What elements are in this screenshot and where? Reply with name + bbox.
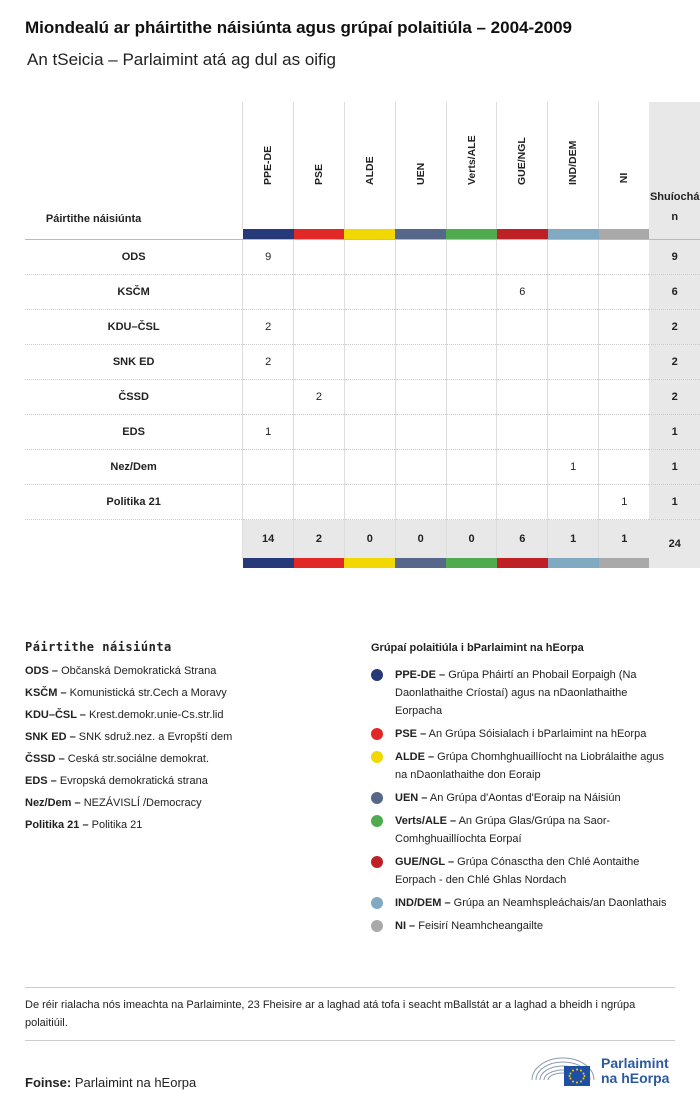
group-code: IND/DEM – — [395, 897, 451, 909]
seat-cell — [395, 240, 446, 275]
group-code: ALDE – — [395, 751, 435, 763]
party-legend-item — [25, 730, 345, 745]
seat-cell — [395, 310, 446, 345]
row-total: 6 — [649, 275, 700, 310]
group-legend-text — [395, 789, 676, 807]
group-sum: 2 — [294, 520, 345, 559]
party-legend — [25, 640, 345, 840]
seat-cell — [548, 380, 599, 415]
table-row — [25, 345, 700, 380]
group-header-ppe-de — [243, 102, 294, 229]
party-legend-item — [25, 796, 345, 811]
group-header-label: GUE/NGL — [516, 137, 529, 185]
seat-cell: 2 — [294, 380, 345, 415]
party-full-name: Občanská Demokratická Strana — [58, 665, 217, 677]
seat-cell — [446, 380, 497, 415]
group-header-label: PSE — [312, 163, 325, 185]
group-color-dot-icon — [371, 792, 383, 804]
party-code: SNK ED – — [25, 731, 76, 743]
group-full-name: An Grúpa Glas/Grúpa na Saor-Comhghuaillíochta Eorpaí — [395, 815, 611, 845]
group-color-swatch — [599, 558, 650, 568]
seat-cell — [294, 345, 345, 380]
seat-cell — [294, 415, 345, 450]
logo-line-2: na hEorpa — [601, 1070, 670, 1086]
seat-cell — [446, 450, 497, 485]
seat-cell — [599, 450, 650, 485]
seat-cell — [548, 240, 599, 275]
group-sum: 1 — [548, 520, 599, 559]
group-legend-item — [371, 853, 676, 889]
strip-spacer — [649, 229, 700, 240]
party-legend-item — [25, 774, 345, 789]
group-header-gue-ngl — [497, 102, 548, 229]
group-legend-text — [395, 666, 676, 720]
group-color-dot-icon — [371, 856, 383, 868]
seat-cell: 9 — [243, 240, 294, 275]
header-row — [25, 102, 700, 229]
seat-cell — [548, 275, 599, 310]
group-sum: 1 — [599, 520, 650, 559]
group-legend-item — [371, 789, 676, 807]
group-legend-text — [395, 917, 676, 935]
sum-row — [25, 520, 700, 559]
seats-table — [25, 102, 700, 568]
party-full-name: NEZÁVISLÍ /Democracy — [80, 797, 202, 809]
group-full-name: Grúpa an Neamhspleáchais/an Daonlathais — [450, 897, 667, 909]
seat-cell — [548, 310, 599, 345]
party-legend-item — [25, 708, 345, 723]
seat-cell — [294, 275, 345, 310]
party-legend-item — [25, 752, 345, 767]
group-header-pse — [294, 102, 345, 229]
party-code: Politika 21 – — [25, 819, 89, 831]
seat-cell — [395, 450, 446, 485]
seat-cell — [497, 240, 548, 275]
table-row — [25, 275, 700, 310]
row-total: 2 — [649, 380, 700, 415]
seat-cell — [243, 275, 294, 310]
group-color-dot-icon — [371, 751, 383, 763]
seat-cell — [243, 485, 294, 520]
seat-cell: 1 — [243, 415, 294, 450]
party-legend-item — [25, 686, 345, 701]
party-name: Nez/Dem — [25, 450, 243, 485]
group-legend-item — [371, 748, 676, 784]
ep-logo — [528, 1050, 678, 1090]
group-legend-text — [395, 812, 676, 848]
group-code: PSE – — [395, 728, 427, 740]
group-color-swatch — [395, 558, 446, 568]
seat-cell — [446, 345, 497, 380]
group-color-dot-icon — [371, 669, 383, 681]
table-row — [25, 485, 700, 520]
total-column-header: Shuíochán — [649, 102, 700, 229]
seat-cell — [243, 450, 294, 485]
party-code: Nez/Dem – — [25, 797, 81, 809]
group-header-verts-ale — [446, 102, 497, 229]
group-full-name: Feisirí Neamhcheangailte — [415, 920, 543, 932]
seat-cell — [344, 345, 395, 380]
group-header-label: NI — [618, 172, 631, 184]
group-header-alde — [344, 102, 395, 229]
seat-cell: 1 — [599, 485, 650, 520]
group-full-name: An Grúpa Sóisialach i bParlaimint na hEorpa — [426, 728, 647, 740]
group-code: GUE/NGL – — [395, 856, 455, 868]
seat-cell — [599, 240, 650, 275]
party-full-name: Ceská str.sociálne demokrat. — [64, 753, 210, 765]
party-name: KSČM — [25, 275, 243, 310]
group-legend-text — [395, 853, 676, 889]
table-row — [25, 310, 700, 345]
group-code: UEN – — [395, 792, 428, 804]
seat-cell — [446, 310, 497, 345]
seat-cell — [599, 345, 650, 380]
party-full-name: SNK sdruž.nez. a Evropští dem — [75, 731, 233, 743]
group-legend-heading: Grúpaí polaitiúla i bParlaimint na hEorpa — [371, 642, 584, 654]
table-row — [25, 380, 700, 415]
seat-cell — [497, 450, 548, 485]
group-color-dot-icon — [371, 920, 383, 932]
party-name: Politika 21 — [25, 485, 243, 520]
seat-cell — [497, 380, 548, 415]
seat-cell — [344, 450, 395, 485]
seat-cell — [344, 380, 395, 415]
source-label: Foinse: — [25, 1075, 72, 1090]
seat-cell — [344, 415, 395, 450]
seat-cell — [344, 485, 395, 520]
group-legend-text — [395, 748, 676, 784]
seat-cell: 1 — [548, 450, 599, 485]
party-name: EDS — [25, 415, 243, 450]
row-total: 1 — [649, 415, 700, 450]
group-color-swatch — [243, 558, 294, 568]
group-legend-item — [371, 725, 676, 743]
party-code: EDS – — [25, 775, 57, 787]
group-code: PPE-DE – — [395, 669, 446, 681]
group-color-swatch — [294, 229, 345, 240]
seat-cell — [294, 485, 345, 520]
table-row — [25, 240, 700, 275]
table-row — [25, 415, 700, 450]
seat-cell: 2 — [243, 310, 294, 345]
group-sum: 6 — [497, 520, 548, 559]
group-color-strip — [25, 558, 700, 568]
group-color-swatch — [548, 229, 599, 240]
seat-cell — [344, 275, 395, 310]
strip-spacer — [25, 229, 243, 240]
logo-text — [601, 1056, 669, 1086]
row-total: 9 — [649, 240, 700, 275]
group-sum: 0 — [344, 520, 395, 559]
group-header-ind-dem — [548, 102, 599, 229]
party-full-name: Evropská demokratická strana — [56, 775, 208, 787]
hemicycle-icon — [528, 1050, 598, 1090]
page-subtitle: An tSeicia – Parlaimint atá ag dul as oifig — [27, 50, 337, 69]
seat-cell — [446, 275, 497, 310]
group-header-label: UEN — [414, 162, 427, 185]
group-header-ni — [599, 102, 650, 229]
group-header-label: PPE-DE — [262, 145, 275, 185]
group-legend — [371, 642, 676, 940]
group-color-swatch — [395, 229, 446, 240]
group-color-strip — [25, 229, 700, 240]
group-color-swatch — [344, 558, 395, 568]
group-full-name: Grúpa Cónasctha den Chlé Aontaithe Eorpach - den Chlé Ghlas Nordach — [395, 856, 640, 886]
row-total: 1 — [649, 450, 700, 485]
row-total: 2 — [649, 345, 700, 380]
group-color-swatch — [243, 229, 294, 240]
group-color-swatch — [344, 229, 395, 240]
seat-cell — [395, 275, 446, 310]
party-full-name: Krest.demokr.unie-Cs.str.lid — [85, 709, 224, 721]
seat-cell: 6 — [497, 275, 548, 310]
seat-cell — [497, 310, 548, 345]
group-full-name: An Grúpa d'Aontas d'Eoraip na Náisiún — [427, 792, 621, 804]
logo-line-1: Parlaimint — [601, 1055, 669, 1071]
group-sum: 0 — [446, 520, 497, 559]
group-header-label: IND/DEM — [567, 140, 580, 185]
party-name: SNK ED — [25, 345, 243, 380]
grand-total: 24 — [649, 520, 700, 569]
table-row — [25, 450, 700, 485]
group-color-swatch — [446, 229, 497, 240]
group-color-swatch — [599, 229, 650, 240]
page-title: Miondealú ar pháirtithe náisiúnta agus grúpaí polaitiúla – 2004-2009 — [25, 18, 572, 37]
source-value: Parlaimint na hEorpa — [71, 1075, 197, 1090]
seat-cell — [344, 240, 395, 275]
group-color-dot-icon — [371, 728, 383, 740]
strip-spacer — [25, 558, 243, 568]
seat-cell — [497, 415, 548, 450]
seat-cell — [243, 380, 294, 415]
party-legend-heading: Páirtithe náisiúnta — [25, 640, 172, 654]
group-code: NI – — [395, 920, 416, 932]
group-legend-text — [395, 894, 676, 912]
group-color-swatch — [497, 229, 548, 240]
group-header-uen — [395, 102, 446, 229]
party-code: KDU–ČSL – — [25, 709, 86, 721]
row-total: 1 — [649, 485, 700, 520]
party-legend-item — [25, 664, 345, 679]
group-legend-text — [395, 725, 676, 743]
seat-cell — [599, 275, 650, 310]
group-color-swatch — [548, 558, 599, 568]
party-code: ČSSD – — [25, 753, 65, 765]
sum-spacer — [25, 520, 243, 559]
group-legend-item — [371, 812, 676, 848]
party-code: ODS – — [25, 665, 59, 677]
group-legend-item — [371, 917, 676, 935]
group-sum: 0 — [395, 520, 446, 559]
seat-cell — [599, 310, 650, 345]
group-sum: 14 — [243, 520, 294, 559]
party-name: KDU–ČSL — [25, 310, 243, 345]
party-legend-item — [25, 818, 345, 833]
seat-cell — [497, 345, 548, 380]
divider — [25, 1040, 675, 1041]
seat-cell — [599, 415, 650, 450]
seat-cell — [344, 310, 395, 345]
group-code: Verts/ALE – — [395, 815, 457, 827]
seat-cell — [395, 485, 446, 520]
group-color-dot-icon — [371, 815, 383, 827]
group-legend-item — [371, 894, 676, 912]
seat-cell — [395, 380, 446, 415]
seat-cell — [446, 240, 497, 275]
party-name: ODS — [25, 240, 243, 275]
seat-cell — [548, 345, 599, 380]
group-full-name: Grúpa Pháirtí an Phobail Eorpaigh (Na Daonlathaithe Críostaí) agus na nDaonlathaithe Eorpacha — [395, 669, 637, 717]
party-code: KSČM – — [25, 687, 67, 699]
party-full-name: Komunistická str.Cech a Moravy — [66, 687, 227, 699]
footnote: De réir rialacha nós imeachta na Parlaiminte, 23 Fheisire ar a laghad atá tofa i seacht mBallstát ar a laghad a bheidh i ngrúpa polaitiúil. — [25, 999, 636, 1029]
seat-cell — [395, 345, 446, 380]
source-line — [25, 1075, 196, 1090]
group-color-swatch — [446, 558, 497, 568]
seat-cell — [548, 415, 599, 450]
group-legend-item — [371, 666, 676, 720]
group-color-dot-icon — [371, 897, 383, 909]
seat-cell: 2 — [243, 345, 294, 380]
group-color-swatch — [294, 558, 345, 568]
group-full-name: Grúpa Chomhghuaillíocht na Liobrálaithe agus na nDaonlathaithe don Eoraip — [395, 751, 665, 781]
seat-cell — [446, 485, 497, 520]
seat-cell — [497, 485, 548, 520]
group-header-label: Verts/ALE — [465, 135, 478, 185]
divider — [25, 987, 675, 988]
seat-cell — [548, 485, 599, 520]
seat-cell — [446, 415, 497, 450]
seat-cell — [294, 310, 345, 345]
seat-cell — [395, 415, 446, 450]
party-name: ČSSD — [25, 380, 243, 415]
group-color-swatch — [497, 558, 548, 568]
seat-cell — [294, 240, 345, 275]
seat-cell — [599, 380, 650, 415]
seat-cell — [294, 450, 345, 485]
party-column-header: Páirtithe náisiúnta — [45, 213, 142, 225]
row-total: 2 — [649, 310, 700, 345]
group-header-label: ALDE — [363, 156, 376, 185]
party-full-name: Politika 21 — [88, 819, 143, 831]
